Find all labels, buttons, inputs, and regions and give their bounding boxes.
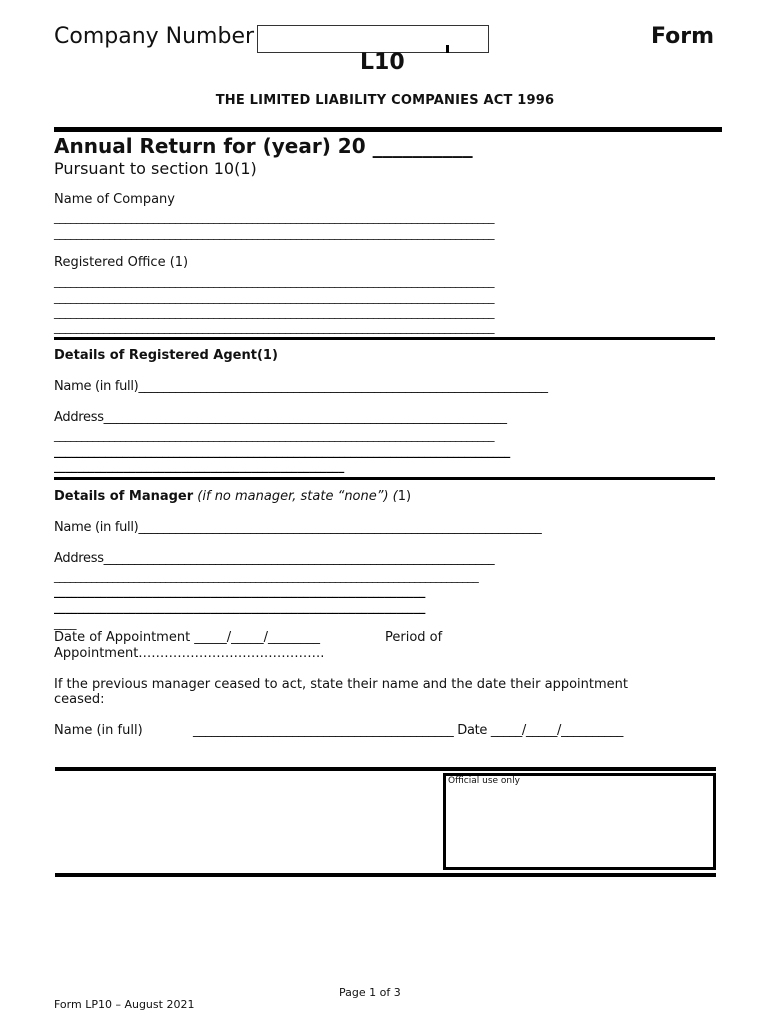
section-rule-official: [55, 767, 716, 771]
agent-address-line-1[interactable]: ________________________________________________________________________________: [54, 428, 494, 442]
manager-name-field[interactable]: Name (in full)_________________________________________________________________: [54, 520, 542, 535]
appointment-period-field[interactable]: Appointment…………………………………….: [54, 646, 325, 661]
manager-heading: [54, 489, 411, 504]
company-name-label: Name of Company: [54, 192, 175, 207]
previous-manager-text: If the previous manager ceased to act, state their name and the date their appointment: [54, 677, 628, 692]
company-number-label: Company Number: [54, 24, 255, 49]
manager-heading-tail: 1): [397, 489, 412, 504]
form-word: Form: [650, 24, 714, 49]
manager-heading-italic: (if no manager, state “none”) (: [197, 489, 398, 504]
agent-address-field[interactable]: Address_________________________________________________________________: [54, 410, 507, 425]
bottom-rule: [55, 873, 716, 877]
company-name-line-2[interactable]: ________________________________________________________________________________: [54, 226, 494, 240]
manager-heading-bold: Details of Manager: [54, 489, 194, 504]
manager-address-line-4[interactable]: ____: [54, 616, 76, 630]
page-title: Annual Return for (year) 20 __________: [54, 134, 473, 158]
page-subtitle: Pursuant to section 10(1): [54, 159, 257, 178]
previous-manager-name-label: Name (in full): [54, 723, 143, 738]
agent-name-field[interactable]: Name (in full)__________________________________________________________________: [54, 379, 548, 394]
company-number-field[interactable]: [257, 25, 489, 53]
official-use-label: Official use only: [448, 776, 520, 786]
form-identifier: Form LP10 – August 2021: [54, 998, 195, 1011]
company-name-line-1[interactable]: ________________________________________________________________________________: [54, 210, 494, 224]
official-use-box: [443, 773, 716, 870]
manager-address-line-3[interactable]: ________________________________________________________________: [54, 600, 426, 614]
previous-manager-text-2: ceased:: [54, 692, 105, 707]
section-rule-agent: [54, 337, 715, 340]
date-of-appointment-field[interactable]: Date of Appointment _____/_____/________: [54, 630, 321, 645]
section-rule-manager: [54, 477, 715, 480]
agent-heading: Details of Registered Agent(1): [54, 348, 278, 363]
title-rule: [54, 127, 722, 132]
manager-address-field[interactable]: Address_______________________________________________________________: [54, 551, 495, 566]
manager-address-line-2[interactable]: ________________________________________________________________: [54, 584, 426, 598]
previous-manager-name-date-field[interactable]: __________________________________________ Date _____/_____/__________: [193, 723, 624, 738]
agent-address-line-2[interactable]: ________________________________________________________________________________: [54, 444, 511, 458]
company-number-tick-mark: [446, 45, 449, 53]
page-number: Page 1 of 3: [339, 986, 401, 999]
act-title: THE LIMITED LIABILITY COMPANIES ACT 1996: [215, 93, 555, 108]
manager-address-line-1[interactable]: ________________________________________________________________________________: [54, 569, 479, 583]
registered-office-line-1[interactable]: ________________________________________________________________________________: [54, 274, 494, 288]
registered-office-line-2[interactable]: ________________________________________________________________________________: [54, 290, 494, 304]
registered-office-line-4[interactable]: ________________________________________________________________________________: [54, 320, 494, 334]
registered-office-line-3[interactable]: ________________________________________________________________________________: [54, 305, 494, 319]
registered-office-label: Registered Office (1): [54, 255, 189, 270]
agent-address-line-3[interactable]: __________________________________________________: [54, 459, 345, 473]
period-of-label: Period of: [385, 630, 443, 645]
form-code: L10: [360, 50, 405, 75]
